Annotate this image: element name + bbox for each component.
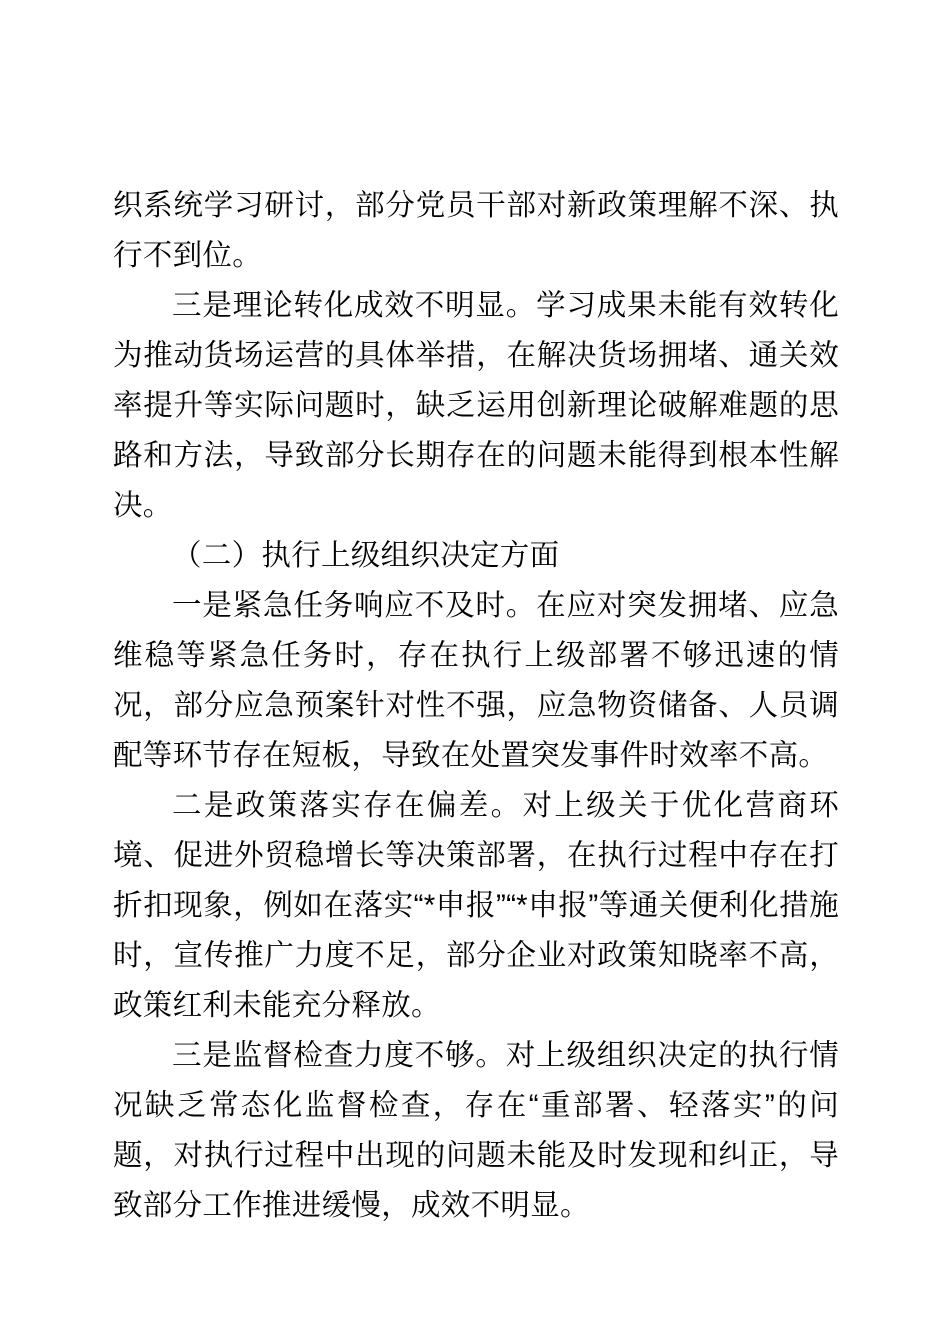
- paragraph-emergency-response: 一是紧急任务响应不及时。在应对突发拥堵、应急维稳等紧急任务时，存在执行上级部署不够迅速的情况，部分应急预案针对性不强，应急物资储备、人员调配等环节存在短板，导致在处置突发事件时效率不高。: [113, 589, 839, 772]
- paragraph-theory-transformation: 三是理论转化成效不明显。学习成果未能有效转化为推动货场运营的具体举措，在解决货场拥堵、通关效率提升等实际问题时，缺乏运用创新理论破解难题的思路和方法，导致部分长期存在的问题未能得到根本性解决。: [113, 289, 839, 522]
- paragraph-supervision-inspection: 三是监督检查力度不够。对上级组织决定的执行情况缺乏常态化监督检查，存在“重部署、轻落实”的问题，对执行过程中出现的问题未能及时发现和纠正，导致部分工作推进缓慢，成效不明显。: [113, 1039, 839, 1222]
- section-heading-2: （二）执行上级组织决定方面: [172, 539, 560, 572]
- paragraph-policy-implementation: 二是政策落实存在偏差。对上级关于优化营商环境、促进外贸稳增长等决策部署，在执行过程中存在打折扣现象，例如在落实“*申报”“*申报”等通关便利化措施时，宣传推广力度不足，部分企业对政策知晓率不高，政策红利未能充分释放。: [113, 789, 839, 1022]
- paragraph-continuation: 织系统学习研讨，部分党员干部对新政策理解不深、执行不到位。: [113, 189, 839, 272]
- document-body: [113, 181, 839, 1231]
